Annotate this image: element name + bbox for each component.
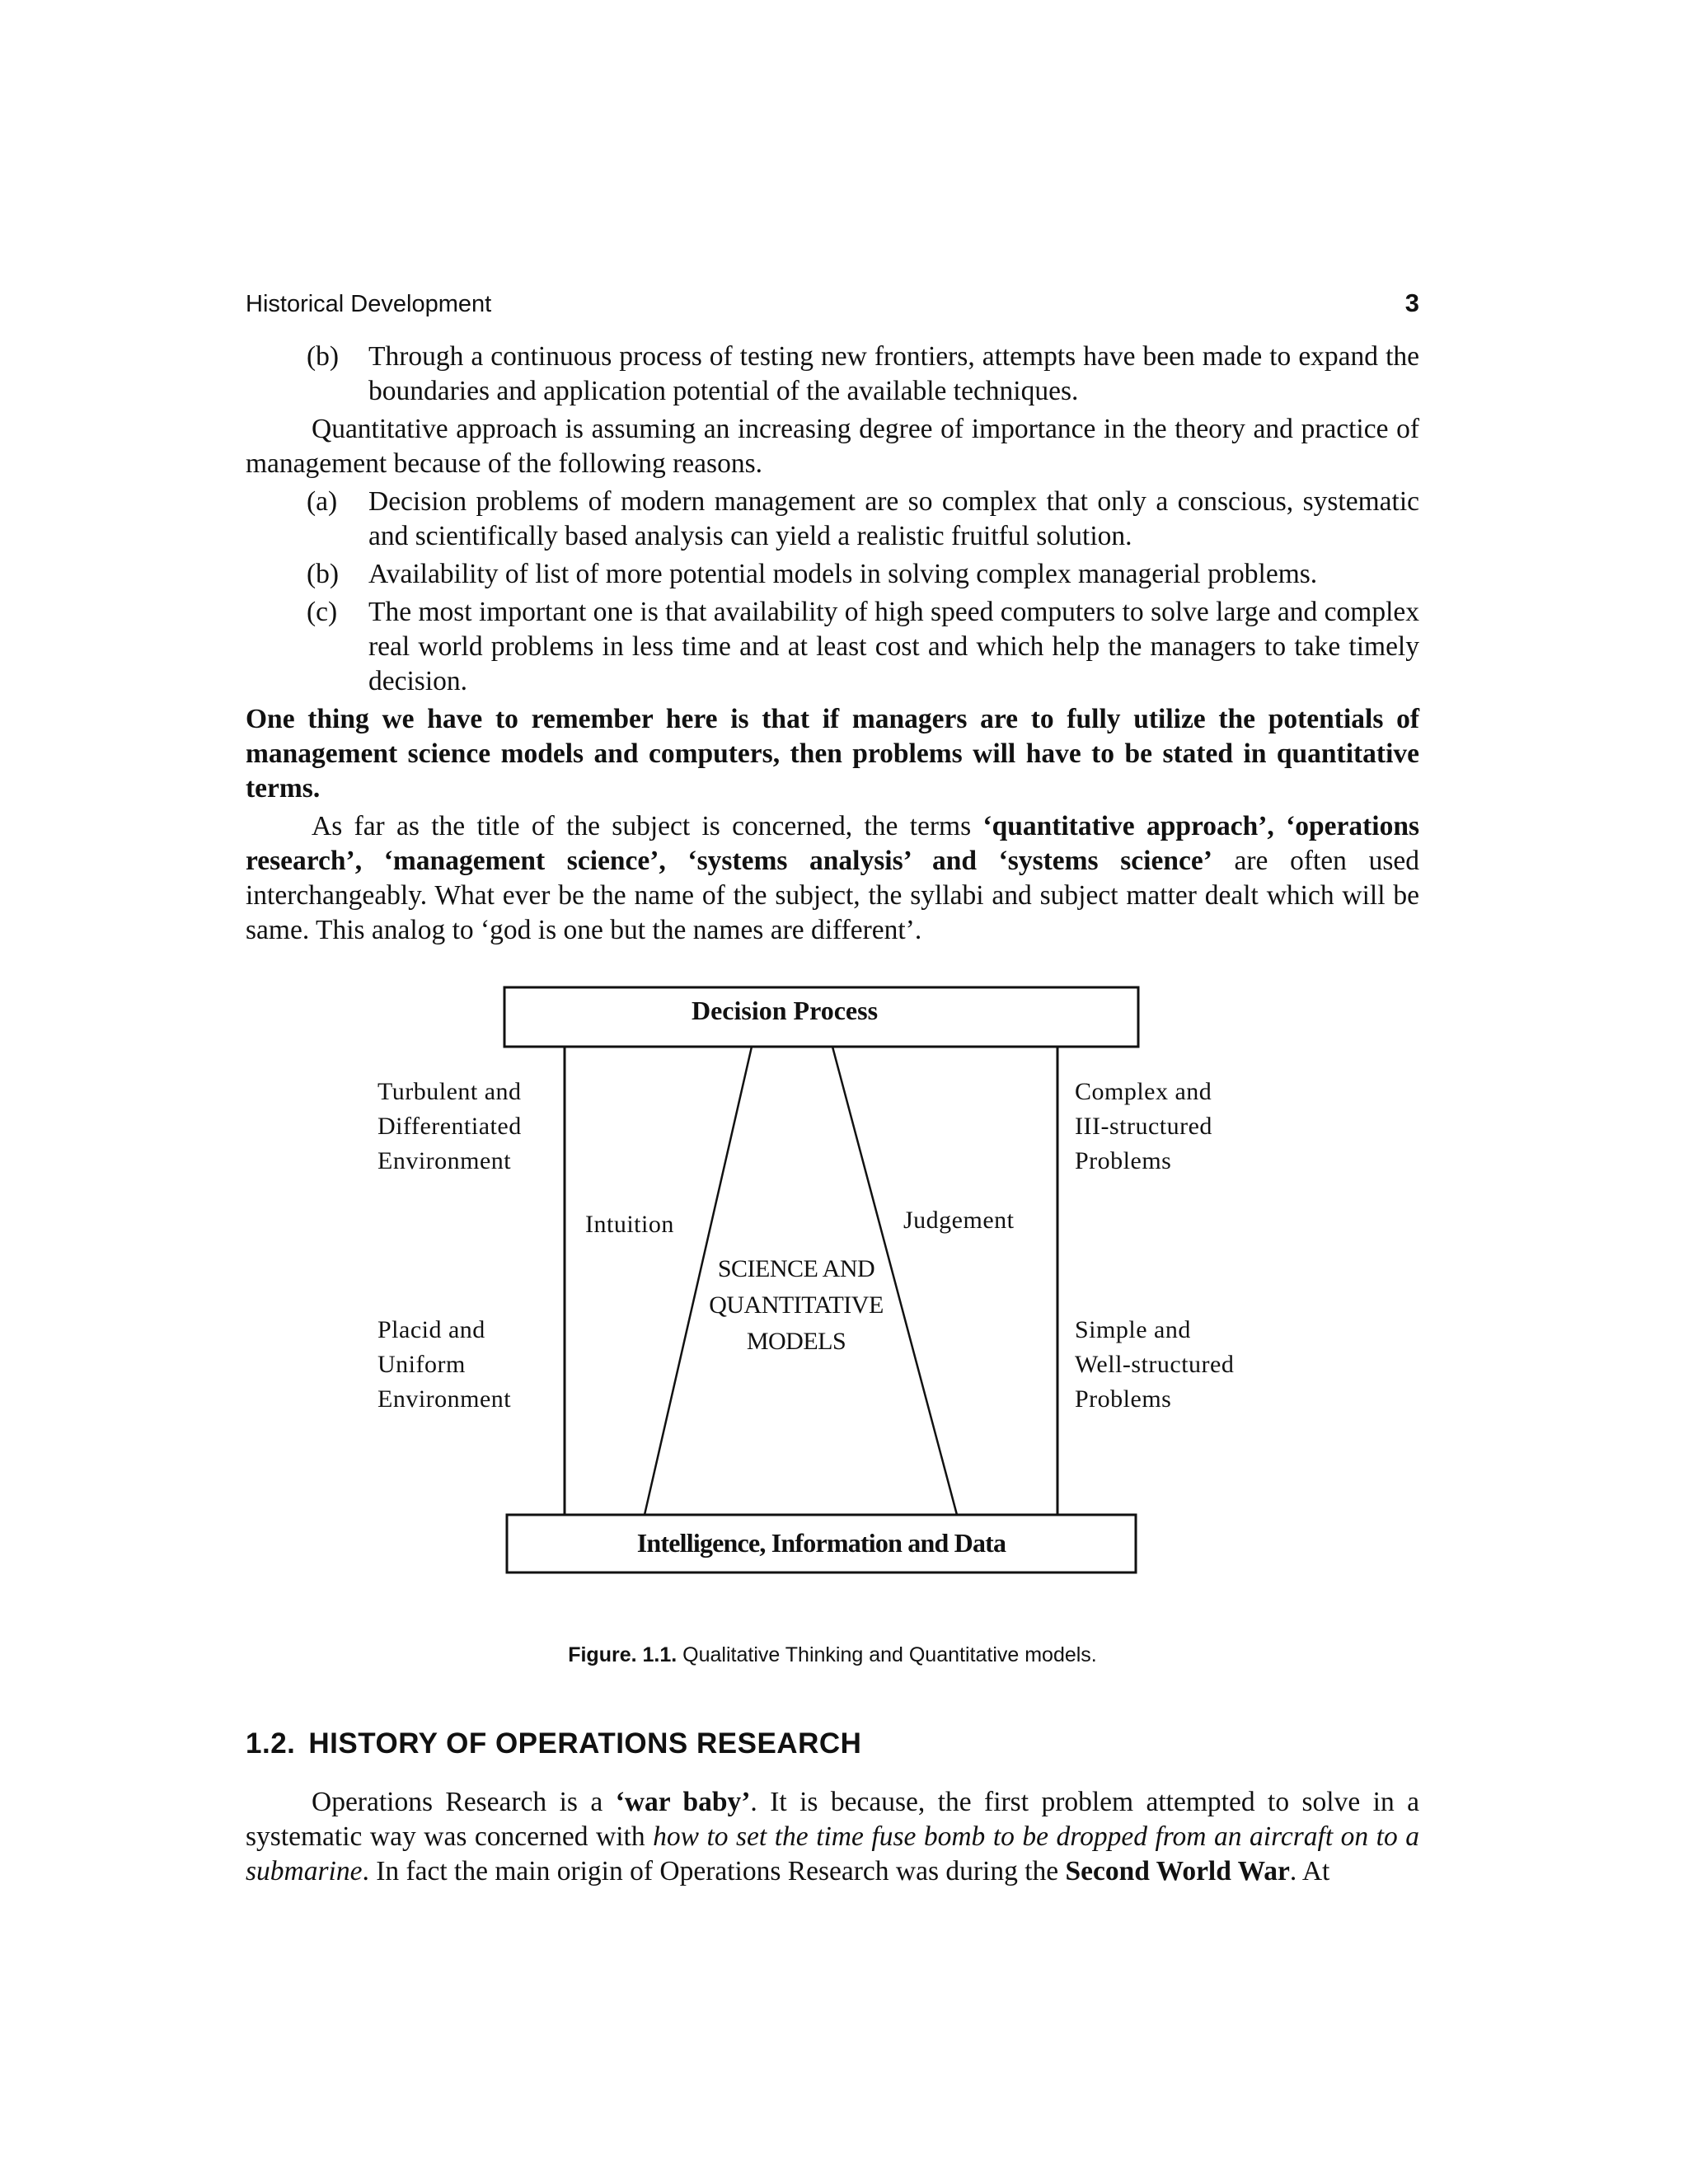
judgement-label: Judgement bbox=[903, 1207, 1015, 1234]
list-item bbox=[246, 340, 1419, 409]
list-item bbox=[246, 557, 1419, 592]
figure-caption bbox=[246, 1643, 1419, 1667]
page-number: 3 bbox=[1404, 288, 1419, 317]
caption-text: Qualitative Thinking and Quantitative models. bbox=[682, 1643, 1097, 1666]
left-bottom-label: Placid and Uniform Environment bbox=[377, 1316, 512, 1413]
history-paragraph: Operations Research is a ‘war baby’. It is because, the first problem attempted to solve in a systematic way was concerned with how to set the time fuse bomb to be dropped from an aircraft on to a submarine. In fact the main origin of Operations Research was during the Second World War. At bbox=[246, 1787, 1420, 1886]
section-heading bbox=[246, 1727, 1419, 1760]
section-title: HISTORY OF OPERATIONS RESEARCH bbox=[308, 1727, 862, 1760]
list-label: (c) bbox=[307, 597, 338, 627]
history-text bbox=[246, 1785, 1419, 1889]
title-tail: are often used interchangeably. What ever be the name of the subject, the syllabi and subject matter dealt which will be same. This analog to ‘god is one but the names are different’. bbox=[246, 846, 1419, 945]
list-item bbox=[246, 595, 1419, 699]
war-baby: ‘war baby’ bbox=[615, 1787, 751, 1817]
right-bottom-label: Simple and Well-structured Problems bbox=[1075, 1316, 1235, 1413]
right-top-label: Complex and III-structured Problems bbox=[1075, 1078, 1212, 1174]
list-text: Decision problems of modern management are so complex that only a conscious, systematic and scientifically based analysis can yield a realistic fruitful solution. bbox=[368, 486, 1419, 551]
left-top-label: Turbulent and Differentiated Environment bbox=[377, 1078, 522, 1174]
list-text: The most important one is that availability of high speed computers to solve large and complex real world problems in less time and at least cost and which help the managers to take timely decision. bbox=[368, 597, 1419, 696]
list-label: (b) bbox=[307, 559, 340, 589]
section-number: 1.2. bbox=[246, 1727, 296, 1760]
center-models-label: SCIENCE AND QUANTITATIVE MODELS bbox=[709, 1255, 884, 1355]
body-text bbox=[246, 340, 1419, 948]
bold-note: One thing we have to remember here is that if managers are to fully utilize the potentials of management science models and computers, then problems will have to be stated in quantitative terms. bbox=[246, 704, 1419, 804]
list-label: (a) bbox=[307, 486, 338, 517]
intuition-label: Intuition bbox=[585, 1211, 674, 1238]
decision-process-title: Decision Process bbox=[691, 996, 879, 1025]
fuse-bomb-italic: how to set the time fuse bomb to be dropped from an aircraft on to a submarine bbox=[246, 1821, 1420, 1886]
running-title: Historical Development bbox=[246, 291, 492, 317]
list-item bbox=[246, 485, 1419, 554]
list-text: Availability of list of more potential models in solving complex managerial problems. bbox=[368, 559, 1318, 589]
caption-label: Figure. 1.1. bbox=[568, 1643, 678, 1666]
page bbox=[246, 288, 1419, 1892]
running-header bbox=[246, 288, 1419, 321]
list-label: (b) bbox=[307, 341, 340, 372]
reasons-intro: Quantitative approach is assuming an increasing degree of importance in the theory and practice of management because of the following reasons. bbox=[246, 414, 1419, 479]
intelligence-title: Intelligence, Information and Data bbox=[636, 1528, 1006, 1558]
title-terms: ‘quantitative approach’, ‘operations research’, ‘management science’, ‘systems analysis’ and ‘systems science’ bbox=[246, 811, 1419, 876]
second-world-war: Second World War bbox=[1065, 1856, 1290, 1886]
figure-decision-process bbox=[246, 979, 1419, 1688]
list-text: Through a continuous process of testing new frontiers, attempts have been made to expand the boundaries and application potential of the available techniques. bbox=[368, 341, 1419, 406]
title-lead: As far as the title of the subject is concerned, the terms bbox=[312, 811, 983, 841]
title-paragraph bbox=[246, 809, 1419, 948]
